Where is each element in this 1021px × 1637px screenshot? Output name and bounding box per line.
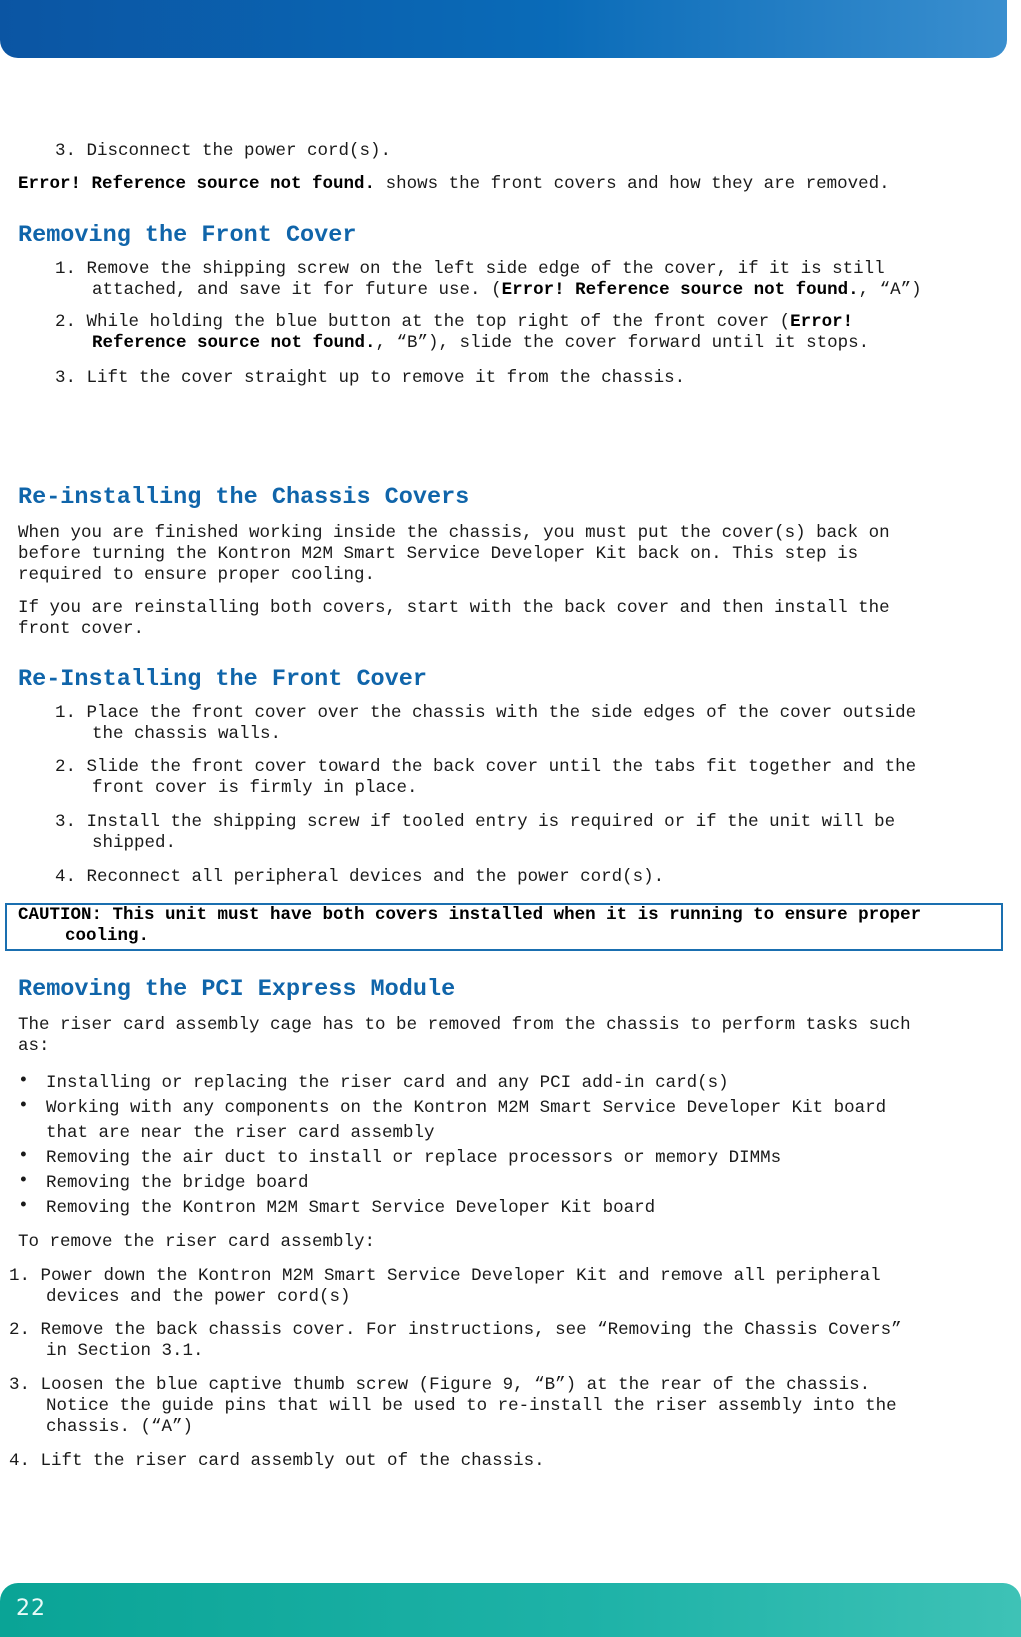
header-banner <box>0 0 1007 58</box>
bullet-icon: • <box>18 1071 29 1091</box>
paragraph-line: as: <box>18 1036 50 1056</box>
step-text: shipped. <box>92 833 177 853</box>
reference-error: Error! Reference source not found. <box>18 174 376 194</box>
step-text: devices and the power cord(s) <box>46 1287 351 1307</box>
step-text: the chassis walls. <box>92 724 282 744</box>
bullet-item: that are near the riser card assembly <box>46 1123 435 1143</box>
bullet-item: Removing the Kontron M2M Smart Service Developer Kit board <box>46 1198 656 1218</box>
step-text-part: 2. While holding the blue button at the top right of the front cover ( <box>55 312 791 332</box>
bullet-item: Removing the bridge board <box>46 1173 309 1193</box>
step-text: 3. Lift the cover straight up to remove it from the chassis. <box>55 368 686 388</box>
heading-reinstalling-covers: Re-installing the Chassis Covers <box>18 484 470 511</box>
step-text: 1. Power down the Kontron M2M Smart Service Developer Kit and remove all peripheral <box>9 1266 881 1286</box>
step-text: 4. Reconnect all peripheral devices and the power cord(s). <box>55 867 665 887</box>
caution-text: CAUTION: This unit must have both covers installed when it is running to ensure proper <box>18 905 922 925</box>
caution-text: cooling. <box>65 926 150 946</box>
page-number: 22 <box>16 1596 46 1621</box>
paragraph-line: front cover. <box>18 619 145 639</box>
step-text: chassis. (“A”) <box>46 1417 194 1437</box>
footer-banner <box>0 1583 1021 1637</box>
paragraph-line: When you are finished working inside the chassis, you must put the cover(s) back on <box>18 523 890 543</box>
heading-removing-front-cover: Removing the Front Cover <box>18 222 357 249</box>
step-text: 4. Lift the riser card assembly out of the chassis. <box>9 1451 545 1471</box>
step-text-part: attached, and save it for future use. ( <box>92 280 502 300</box>
heading-removing-pci-module: Removing the PCI Express Module <box>18 976 456 1003</box>
step-text: 1. Remove the shipping screw on the left side edge of the cover, if it is still <box>55 259 885 279</box>
bullet-item: Working with any components on the Kontron M2M Smart Service Developer Kit board <box>46 1098 887 1118</box>
intro-text: shows the front covers and how they are removed. <box>375 174 890 194</box>
paragraph-line: If you are reinstalling both covers, start with the back cover and then install the <box>18 598 890 618</box>
paragraph-line: required to ensure proper cooling. <box>18 565 376 585</box>
step-text: 3. Loosen the blue captive thumb screw (Figure 9, “B”) at the rear of the chassis. <box>9 1375 871 1395</box>
reference-error: Reference source not found. <box>92 333 376 353</box>
intro-step: 3. Disconnect the power cord(s). <box>55 141 392 161</box>
step-text-part: , “B”), slide the cover forward until it stops. <box>375 333 870 353</box>
step-text-part: , “A”) <box>858 280 922 300</box>
step-text <box>55 312 853 333</box>
paragraph-line: The riser card assembly cage has to be removed from the chassis to perform tasks such <box>18 1015 911 1035</box>
bullet-item: Removing the air duct to install or replace processors or memory DIMMs <box>46 1148 782 1168</box>
step-text <box>92 333 869 354</box>
paragraph-line: before turning the Kontron M2M Smart Service Developer Kit back on. This step is <box>18 544 859 564</box>
step-text: 3. Install the shipping screw if tooled entry is required or if the unit will be <box>55 812 896 832</box>
intro-paragraph <box>18 174 890 195</box>
heading-reinstalling-front-cover: Re-Installing the Front Cover <box>18 666 427 693</box>
bullet-icon: • <box>18 1146 29 1166</box>
bullet-icon: • <box>18 1171 29 1191</box>
bullet-item: Installing or replacing the riser card and any PCI add-in card(s) <box>46 1073 729 1093</box>
step-text: in Section 3.1. <box>46 1341 204 1361</box>
bullet-icon: • <box>18 1096 29 1116</box>
step-text: front cover is firmly in place. <box>92 778 418 798</box>
step-text: Notice the guide pins that will be used to re-install the riser assembly into the <box>46 1396 897 1416</box>
bullet-icon: • <box>18 1196 29 1216</box>
step-text: 2. Slide the front cover toward the back cover until the tabs fit together and the <box>55 757 917 777</box>
paragraph-line: To remove the riser card assembly: <box>18 1232 376 1252</box>
reference-error: Error! Reference source not found. <box>501 280 859 300</box>
step-text: 2. Remove the back chassis cover. For instructions, see “Removing the Chassis Covers” <box>9 1320 902 1340</box>
step-text: 1. Place the front cover over the chassis with the side edges of the cover outside <box>55 703 917 723</box>
step-text <box>92 280 922 301</box>
reference-error: Error! <box>790 312 854 332</box>
